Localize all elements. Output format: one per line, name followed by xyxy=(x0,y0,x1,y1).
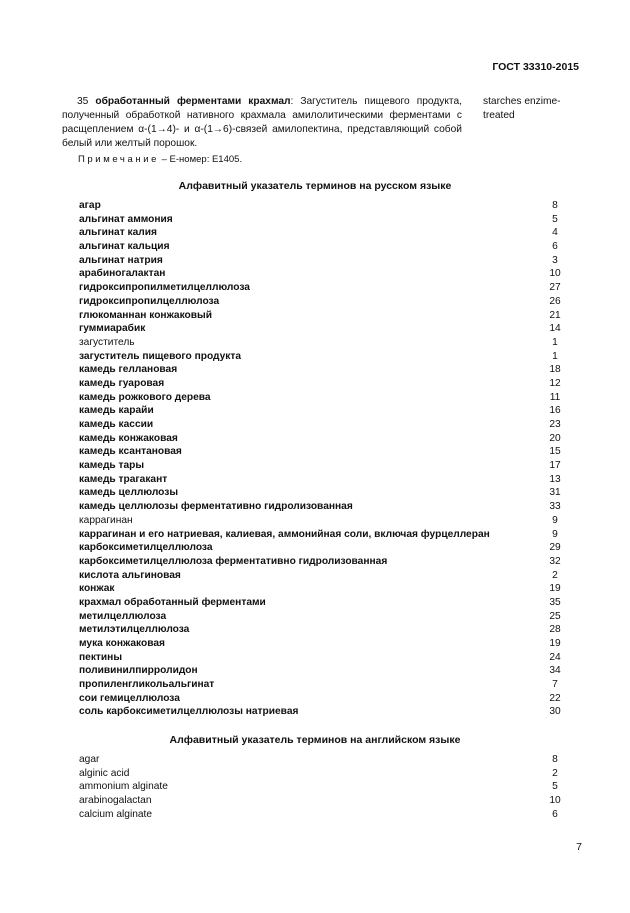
index-term: загуститель пищевого продукта xyxy=(79,350,242,362)
index-term: сои гемицеллюлоза xyxy=(79,692,180,704)
index-term: камедь рожкового дерева xyxy=(79,391,211,403)
index-entry xyxy=(79,432,570,446)
note-text: – Е-номер: Е1405. xyxy=(159,154,243,165)
index-entry xyxy=(79,514,570,528)
index-number: 33 xyxy=(549,501,561,513)
index-number: 2 xyxy=(552,569,558,581)
index-term: пропиленгликольальгинат xyxy=(79,679,215,691)
index-number: 5 xyxy=(552,781,558,793)
index-entry xyxy=(79,651,570,665)
index-term: камедь ксантановая xyxy=(79,446,182,458)
index-term: камедь карайи xyxy=(79,405,154,417)
index-entry xyxy=(79,226,570,240)
index-number: 9 xyxy=(552,528,558,540)
index-entry xyxy=(79,780,570,794)
index-term: гидроксипропилцеллюлоза xyxy=(79,295,220,307)
index-number: 9 xyxy=(552,514,558,526)
index-number: 27 xyxy=(549,282,561,294)
index-term: alginic acid xyxy=(79,767,130,779)
index-entry xyxy=(79,281,570,295)
index-term: камедь трагакант xyxy=(79,473,168,485)
index-term: гидроксипропилметилцеллюлоза xyxy=(79,282,250,294)
index-term: кислота альгиновая xyxy=(79,569,181,581)
index-entry xyxy=(79,459,570,473)
index-entry xyxy=(79,240,570,254)
index-entry xyxy=(79,596,570,610)
index-entry xyxy=(79,692,570,706)
index-number: 12 xyxy=(549,377,561,389)
index-number: 20 xyxy=(549,432,561,444)
index-number: 28 xyxy=(549,624,561,636)
index-entry xyxy=(79,377,570,391)
index-number: 15 xyxy=(549,446,561,458)
index-number: 24 xyxy=(549,651,561,663)
index-number: 22 xyxy=(549,692,561,704)
index-entry xyxy=(79,350,570,364)
index-entry xyxy=(79,213,570,227)
note-label: Примечание xyxy=(78,154,159,165)
index-number: 10 xyxy=(549,268,561,280)
index-term: альгинат калия xyxy=(79,227,157,239)
index-term: карбоксиметилцеллюлоза ферментативно гидролизованная xyxy=(79,555,388,567)
index-number: 8 xyxy=(552,200,558,211)
index-entry xyxy=(79,418,570,432)
index-entry xyxy=(79,336,570,350)
index-number: 18 xyxy=(549,364,561,376)
index-term: альгинат аммония xyxy=(79,213,173,225)
index-number: 4 xyxy=(552,227,558,239)
index-entry xyxy=(79,610,570,624)
index-term: agar xyxy=(79,754,100,765)
index-term: камедь гуаровая xyxy=(79,377,165,389)
term-english: starches enzime-treated xyxy=(483,96,561,121)
index-entry xyxy=(79,267,570,281)
index-term: камедь кассии xyxy=(79,419,154,430)
index-number: 29 xyxy=(549,542,561,554)
index-entry xyxy=(79,404,570,418)
index-term: альгинат натрия xyxy=(79,254,163,266)
index-entry xyxy=(79,808,570,822)
index-term: крахмал обработанный ферментами xyxy=(79,596,266,608)
index-term: камедь целлюлозы ферментативно гидролизованная xyxy=(79,501,353,513)
index-number: 25 xyxy=(549,610,561,622)
index-term: поливинилпирролидон xyxy=(79,665,198,677)
index-entry xyxy=(79,500,570,514)
index-entry xyxy=(79,664,570,678)
index-number: 34 xyxy=(549,665,561,677)
page-number: 7 xyxy=(576,841,582,853)
term-entry xyxy=(62,95,462,151)
index-number: 5 xyxy=(552,213,558,225)
index-entry xyxy=(79,767,570,781)
term-number: 35 xyxy=(77,96,89,107)
index-term: calcium alginate xyxy=(79,808,153,820)
index-term: камедь целлюлозы xyxy=(79,487,179,499)
index-term: загуститель xyxy=(79,336,135,348)
term-name: обработанный ферментами крахмал xyxy=(95,96,291,107)
index-term: конжак xyxy=(79,583,115,595)
index-number: 1 xyxy=(552,336,558,348)
index-number: 10 xyxy=(549,795,561,807)
index-entry xyxy=(79,199,570,213)
index-entry xyxy=(79,254,570,268)
note xyxy=(78,154,242,165)
index-entry xyxy=(79,541,570,555)
index-entry xyxy=(79,363,570,377)
index-entry xyxy=(79,623,570,637)
index-term: метилцеллюлоза xyxy=(79,610,167,622)
index-entry xyxy=(79,445,570,459)
index-number: 3 xyxy=(552,254,558,266)
index-entry xyxy=(79,555,570,569)
index-entry xyxy=(79,753,570,767)
index-entry xyxy=(79,295,570,309)
index-number: 7 xyxy=(552,679,558,691)
index-entry xyxy=(79,486,570,500)
index-term: глюкоманнан конжаковый xyxy=(79,309,213,321)
index-number: 30 xyxy=(549,706,561,718)
index-number: 2 xyxy=(552,767,558,779)
index-number: 16 xyxy=(549,405,561,417)
index-term: камедь геллановая xyxy=(79,364,178,376)
index-number: 19 xyxy=(549,638,561,649)
index-number: 14 xyxy=(549,323,561,335)
index-number: 19 xyxy=(549,583,561,595)
index-entry xyxy=(79,794,570,808)
index-number: 35 xyxy=(549,596,561,608)
index-term: мука конжаковая xyxy=(79,638,165,649)
index-term: arabinogalactan xyxy=(79,795,152,807)
index-term: камедь конжаковая xyxy=(79,432,178,444)
index-entry xyxy=(79,705,570,719)
index-term: альгинат кальция xyxy=(79,241,170,253)
term-definition: : Загуститель пищевого продукта, полученный обработкой нативного крахмала амилолитическими ферментами с расщеплением α-(1→4)- и α-(1→6)-связей амилопектина, представляющий собой белый или желтый порошок. xyxy=(62,96,462,149)
index-number: 13 xyxy=(549,473,561,485)
index-term: гуммиарабик xyxy=(79,323,146,335)
index-number: 31 xyxy=(549,487,561,499)
en-index-title: Алфавитный указатель терминов на английском языке xyxy=(169,734,461,746)
index-entry xyxy=(79,473,570,487)
index-term: агар xyxy=(79,200,101,211)
index-number: 17 xyxy=(549,460,561,472)
en-index-list xyxy=(79,753,570,821)
index-number: 21 xyxy=(549,309,561,321)
index-term: арабиногалактан xyxy=(79,268,166,280)
standard-header: ГОСТ 33310-2015 xyxy=(492,61,579,73)
index-number: 6 xyxy=(552,241,558,253)
index-entry xyxy=(79,637,570,651)
ru-index-list xyxy=(79,199,570,719)
index-number: 8 xyxy=(552,754,558,765)
index-term: соль карбоксиметилцеллюлозы натриевая xyxy=(79,706,299,718)
index-number: 6 xyxy=(552,808,558,820)
index-entry xyxy=(79,678,570,692)
index-term: каррагинан и его натриевая, калиевая, аммонийная соли, включая фурцеллеран xyxy=(79,528,490,540)
index-number: 32 xyxy=(549,555,561,567)
index-entry xyxy=(79,528,570,542)
index-term: каррагинан xyxy=(79,514,133,526)
index-term: ammonium alginate xyxy=(79,781,168,793)
index-entry xyxy=(79,569,570,583)
index-entry xyxy=(79,309,570,323)
index-number: 23 xyxy=(549,419,561,430)
ru-index-title: Алфавитный указатель терминов на русском языке xyxy=(178,180,452,192)
index-term: пектины xyxy=(79,651,123,663)
index-entry xyxy=(79,391,570,405)
index-number: 11 xyxy=(549,391,561,403)
index-term: карбоксиметилцеллюлоза xyxy=(79,542,213,554)
index-number: 26 xyxy=(549,295,561,307)
index-entry xyxy=(79,582,570,596)
index-number: 1 xyxy=(552,350,558,362)
index-term: метилэтилцеллюлоза xyxy=(79,624,190,636)
index-entry xyxy=(79,322,570,336)
index-term: камедь тары xyxy=(79,460,145,472)
